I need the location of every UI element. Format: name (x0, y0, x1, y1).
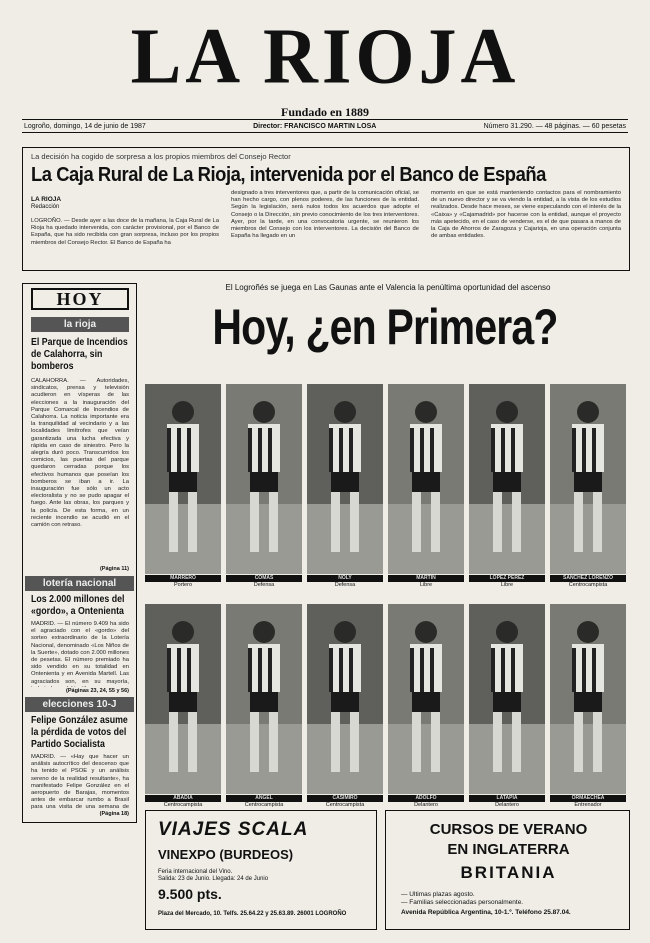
ad1-address: Plaza del Mercado, 10. Telfs. 25.64.22 y 25.63.89. 26001 LOGROÑO (158, 911, 347, 917)
player-position: Defensa (253, 582, 275, 588)
player-name: SANCHEZ LORENZO (550, 575, 626, 582)
sidebar-ref-3: (Página 18) (99, 811, 129, 817)
ad-britania (385, 810, 630, 930)
player-caption (307, 795, 383, 808)
player-position: Centrocampista (163, 802, 203, 808)
player-figure (307, 604, 383, 794)
player-caption (550, 795, 626, 808)
player-position: Libre (500, 582, 514, 588)
lead-kicker: La decisión ha cogido de sorpresa a los propios miembros del Consejo Rector (31, 152, 291, 161)
player-figure (226, 384, 302, 574)
sports-headline: Hoy, ¿en Primera? (212, 299, 558, 355)
section-la-rioja: la rioja (31, 317, 129, 332)
player-photo (226, 604, 302, 794)
player-position: Delantero (495, 802, 519, 808)
ad2-line1: CURSOS DE VERANO (429, 821, 588, 838)
lead-headline: La Caja Rural de La Rioja, intervenida por el Banco de España (31, 164, 546, 186)
player-photo (145, 384, 221, 574)
player-photo (469, 604, 545, 794)
player-figure (307, 384, 383, 574)
player-figure (145, 604, 221, 794)
sidebar-ref-1: (Página 11) (99, 566, 129, 572)
player-figure (388, 604, 464, 794)
player-caption (307, 575, 383, 588)
lead-column-1: LOGROÑO. — Desde ayer a las doce de la mañana, la Caja Rural de La Rioja ha quedado intervenida, con carácter provisional, por el Banco de España, que ha sido recibida con gran sorpresa, incluso por los propios miembros del Consejo Rector. El Banco de España ha (31, 218, 219, 246)
player-position: Centrocampista (244, 802, 284, 808)
ad1-line2: Salida: 23 de Junio. Llegada: 24 de Junio (158, 876, 269, 882)
player-figure (469, 604, 545, 794)
player-caption (469, 795, 545, 808)
player-name: LOPEZ PEREZ (469, 575, 545, 582)
ad2-brand: BRITANIA (460, 863, 557, 882)
player-photo (226, 384, 302, 574)
player-position: Delantero (414, 802, 438, 808)
sidebar-body-1: CALAHORRA. — Autoridades, sindicatos, prensa y televisión acudieron en vísperas de las elecciones a la inauguración del Parque Comarcal de Incendios de Calahorra. La noticia importante era la tranquilidad al vecindario y a las localidades limítrofes que veían garantizada una lucha efectiva y rápida en caso de siniestro. Pero la alegría duró poco. Transcurridos los comicios, las puertas del parque quedaron cerradas porque los efectivos humanos que poseían los bomberos se iban a ir. La inauguración fue sólo un acto electoralista y no se pudo apagar el fuego. Ante las obras, los parques y la policía. De esta forma, en un reciente incendio se acudió en el camión con retraso. (31, 378, 129, 529)
player-photo (388, 604, 464, 794)
ad1-price: 9.500 pts. (158, 886, 222, 902)
player-figure (550, 384, 626, 574)
player-figure (388, 384, 464, 574)
player-position: Defensa (334, 582, 356, 588)
player-photo (307, 604, 383, 794)
player-figure (550, 604, 626, 794)
player-figure (469, 384, 545, 574)
player-name: NOLY (307, 575, 383, 582)
player-position: Entrenador (574, 802, 602, 808)
sidebar-body-3: MADRID. — «Hay que hacer un análisis autocrítico del descenso que ha tenido el PSOE y un análisis sereno de la realidad resultante», ha manifestado Felipe González en el aeropuerto de Barajas, momentos antes de embarcar rumbo a Brasil para una visita de una semana de (31, 754, 129, 811)
section-elecciones: elecciones 10-J (25, 697, 134, 712)
player-figure (145, 384, 221, 574)
masthead-founded: Fundado en 1889 (280, 105, 370, 119)
lead-byline-sub: Redacción (31, 204, 60, 210)
lead-byline: LA RIOJA (31, 196, 62, 203)
player-figure (226, 604, 302, 794)
player-name: LATAPIA (469, 795, 545, 802)
ad1-line1: Feria internacional del Vino. (158, 869, 233, 875)
player-photo (307, 384, 383, 574)
dateline-date: Logroño, domingo, 14 de junio de 1987 (24, 122, 146, 130)
player-photo (388, 384, 464, 574)
player-name: ANGEL (226, 795, 302, 802)
ad2-address: Avenida República Argentina, 10-1.º. Teléfono 25.87.04. (401, 909, 571, 916)
player-name: ADOLFO (388, 795, 464, 802)
player-photo (550, 604, 626, 794)
player-photo (550, 384, 626, 574)
player-photo (145, 604, 221, 794)
masthead-title: LA RIOJA (130, 11, 520, 101)
hoy-logo: HOY (31, 288, 129, 310)
ad1-brand: VIAJES SCALA (158, 819, 309, 840)
player-name: ORMAECHEA (550, 795, 626, 802)
player-caption (226, 795, 302, 808)
player-caption (550, 575, 626, 588)
player-name: ABADIA (145, 795, 221, 802)
player-caption (388, 795, 464, 808)
player-caption (226, 575, 302, 588)
lead-story (22, 147, 630, 271)
sidebar (22, 283, 137, 823)
lead-column-2: designado a tres interventores que, a partir de la comunicación oficial, se han hecho cargo, con plenos poderes, de las funciones de la entidad. Según la legislación, será nulos todos los acuerdos que adopte el Consejo o la Dirección, sin previo conocimiento de los tres interventores. Ayer, por la tarde, en una convocatoria urgente, se reunieron los miembros del Consejo con los interventores. La decisión del Banco de España ha llegado en un (231, 190, 419, 240)
player-position: Portero (173, 582, 193, 588)
dateline (22, 119, 628, 133)
player-name: COMAS (226, 575, 302, 582)
player-position: Centrocampista (568, 582, 608, 588)
player-name: MARTIN (388, 575, 464, 582)
sidebar-headline-1: El Parque de Incendios de Calahorra, sin bomberos (31, 337, 128, 372)
player-name: MARRERO (145, 575, 221, 582)
section-loteria: lotería nacional (25, 576, 134, 591)
lead-column-3: momento en que se está manteniendo contactos para el nombramiento de un nuevo director y se va viendo la entidad, a la vista de los estudios realizados. Desde hace meses, se viene especulando con el interés de la «Caixa» y «Cajamadrid» por hacerse con la entidad, aunque el proyecto más apetecido, en el caso de venderse, es el de que pasara a manos de la Caja de Ahorros de Zaragoza y Cajarioja, en una operación conjunta de ambas entidades. (431, 190, 621, 240)
player-caption (388, 575, 464, 588)
sidebar-ref-2: (Páginas 23, 24, 55 y 56) (66, 688, 129, 694)
ad2-line2: EN INGLATERRA (447, 841, 570, 858)
player-photo (469, 384, 545, 574)
sidebar-headline-3: Felipe González asume la pérdida de votos del Partido Socialista (31, 715, 128, 750)
dateline-director: Director: FRANCISCO MARTIN LOSA (253, 122, 377, 130)
player-caption (145, 795, 221, 808)
sidebar-headline-2: Los 2.000 millones del «gordo», a Ontenienta (31, 594, 125, 617)
ad1-title: VINEXPO (BURDEOS) (158, 847, 294, 862)
ad2-bullet1: — Ultimas plazas agosto. (401, 891, 475, 898)
ad-viajes-scala (145, 810, 377, 930)
sports-kicker: El Logroñés se juega en Las Gaunas ante el Valencia la penúltima oportunidad del ascenso (225, 283, 551, 292)
sidebar-body-2: MADRID. — El número 9.409 ha sido el agraciado con el «gordo» del sorteo extraordinario de la Lotería Nacional, denominado «Los Niños de la Suerte», dotado con 2.000 millones de pesetas. El número premiado ha sido vendido en su totalidad en Ontenienta y en Avenida Martell. Las agraciados son, en su mayoría, (31, 621, 129, 685)
ad2-bullet2: — Familias seleccionadas personalmente. (401, 899, 524, 906)
player-name: CASIMIRO (307, 795, 383, 802)
player-position: Centrocampista (325, 802, 365, 808)
player-caption (469, 575, 545, 588)
dateline-number: Número 31.290. — 48 páginas. — 60 pesetas (483, 122, 626, 130)
player-caption (145, 575, 221, 588)
player-position: Libre (419, 582, 433, 588)
